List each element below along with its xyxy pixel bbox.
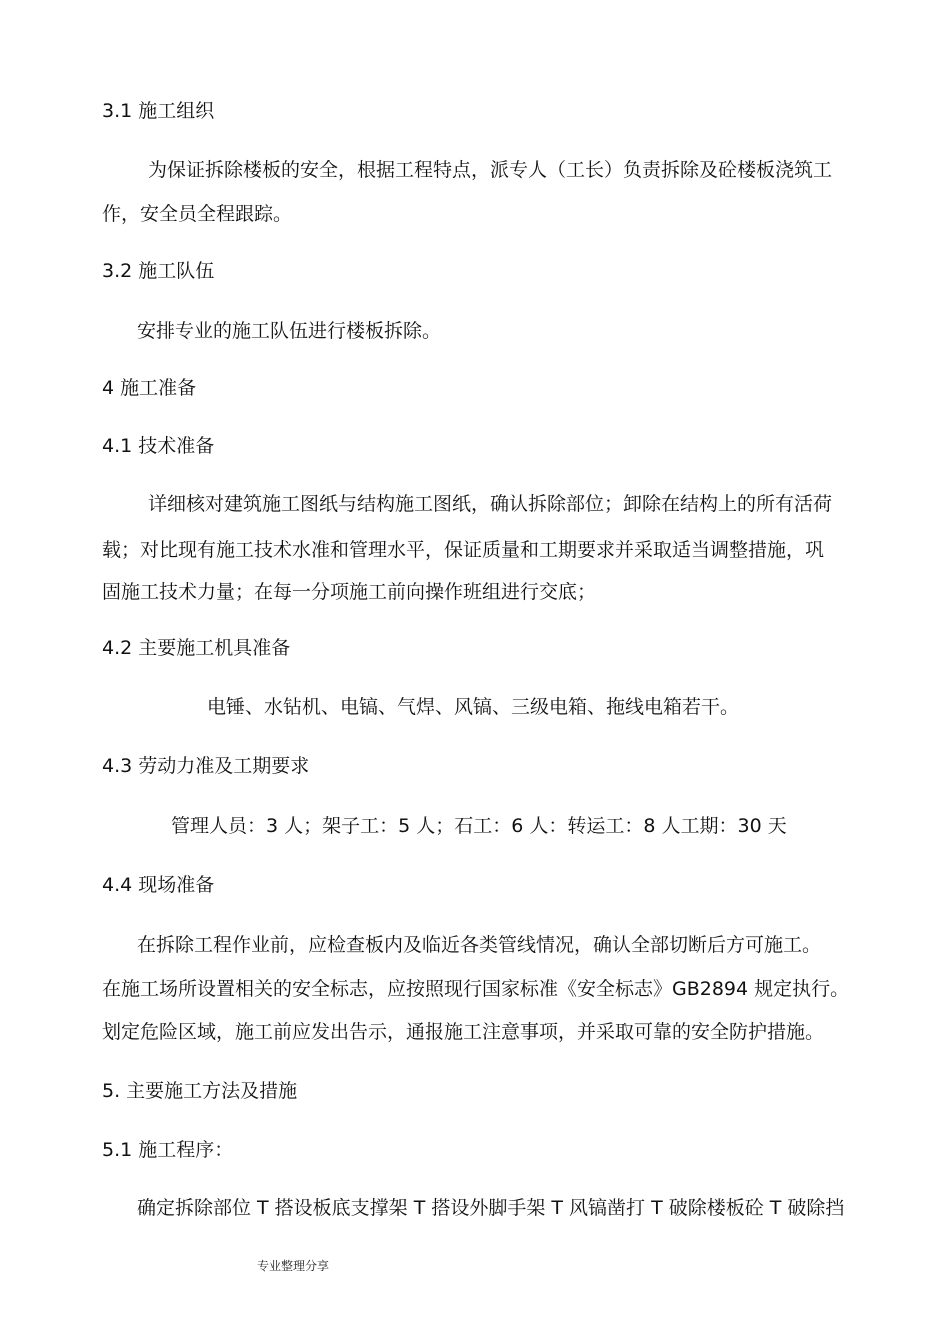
- paragraph-5-1: 确定拆除部位 T 搭设板底支撑架 T 搭设外脚手架 T 风镐凿打 T 破除楼板砼 T 破除挡: [137, 1197, 845, 1219]
- paragraph-4-3: 管理人员：3 人；架子工：5 人；石工：6 人：转运工：8 人工期：30 天: [171, 815, 787, 837]
- heading-4: 4 施工准备: [102, 377, 197, 399]
- heading-4-2: 4.2 主要施工机具准备: [102, 637, 291, 659]
- heading-4-1: 4.1 技术准备: [102, 435, 215, 457]
- heading-4-3: 4.3 劳动力准及工期要求: [102, 755, 310, 777]
- heading-4-4: 4.4 现场准备: [102, 874, 215, 896]
- paragraph-4-2: 电锤、水钻机、电镐、气焊、风镐、三级电箱、拖线电箱若干。: [207, 696, 740, 718]
- heading-5-1: 5.1 施工程序：: [102, 1139, 234, 1161]
- paragraph-4-4-line-3: 划定危险区域，施工前应发出告示，通报施工注意事项，并采取可靠的安全防护措施。: [102, 1021, 825, 1043]
- paragraph-4-4-line-2: 在施工场所设置相关的安全标志，应按照现行国家标准《安全标志》GB2894 规定执行。: [102, 978, 850, 1000]
- paragraph-4-1-line-3: 固施工技术力量；在每一分项施工前向操作班组进行交底；: [102, 581, 597, 603]
- paragraph-4-1-line-1: 详细核对建筑施工图纸与结构施工图纸，确认拆除部位；卸除在结构上的所有活荷: [148, 493, 833, 515]
- heading-5: 5. 主要施工方法及措施: [102, 1080, 298, 1102]
- paragraph-4-4-line-1: 在拆除工程作业前，应检查板内及临近各类管线情况，确认全部切断后方可施工。: [137, 934, 822, 956]
- heading-3-1: 3.1 施工组织: [102, 100, 215, 122]
- paragraph-4-1-line-2: 载；对比现有施工技术水准和管理水平，保证质量和工期要求并采取适当调整措施，巩: [102, 539, 825, 561]
- page-footer: 专业整理分享: [257, 1259, 330, 1273]
- paragraph-3-1-line-1: 为保证拆除楼板的安全，根据工程特点，派专人（工长）负责拆除及砼楼板浇筑工: [148, 159, 833, 181]
- paragraph-3-2: 安排专业的施工队伍进行楼板拆除。: [137, 320, 442, 342]
- paragraph-3-1-line-2: 作，安全员全程跟踪。: [102, 203, 293, 225]
- heading-3-2: 3.2 施工队伍: [102, 260, 215, 282]
